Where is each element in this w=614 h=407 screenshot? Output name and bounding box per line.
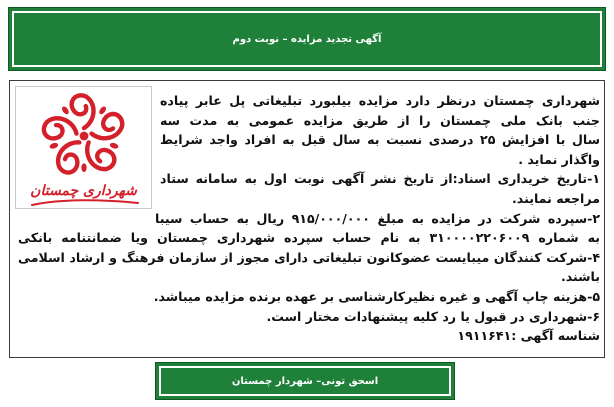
intro-line-1: شهرداری چمستان درنظر دارد مزایده بیلبورد تبلیغاتی پل عابر پیاده — [160, 93, 600, 108]
logo-leaf — [109, 142, 119, 150]
header-banner — [8, 7, 606, 71]
logo-leaf — [49, 142, 59, 150]
clause-1-line-1: ۱-تاریخ خریداری اسناد:از تاریخ نشر آگهی نوبت اول به سامانه ستاد — [160, 171, 600, 187]
ad-id-line: شناسه آگهی :۱۹۱۱۶۴۱ — [457, 328, 600, 344]
intro-line-3: سال با افزایش ۲۵ درصدی نسبت به سال قبل به افراد واجد شرایط — [160, 132, 600, 148]
clause-5-line: ۵-هزینه چاپ آگهی و غیره نظیرکارشناسی بر عهده برنده مزایده میباشد. — [153, 289, 600, 304]
footer-banner — [155, 362, 455, 400]
logo-leaf — [98, 105, 107, 115]
intro-line-4: واگذار نماید . — [518, 151, 600, 167]
clause-4-line-2: باشند. — [560, 269, 600, 285]
municipality-logo — [15, 86, 152, 209]
intro-line-2: جنب بانک ملی چمستان را از طریق مزایده عمومی به مدت سه — [160, 112, 600, 128]
logo-center — [80, 132, 89, 141]
clause-2-line-2: به شماره ۳۱۰۰۰۰۲۲۰۶۰۰۹ به نام حساب سپرده شهرداری چمستان ویا ضمانتنامه بانکی — [18, 230, 600, 246]
flower-emblem-icon — [20, 89, 148, 183]
mayor-signature: اسحق تونی– شهردار چمستان — [231, 375, 379, 387]
clause-6-line: ۶-شهرداری در قبول یا رد کلیه پیشنهادات مختار است. — [266, 308, 600, 324]
clause-2-line-1: ۲-سپرده شرکت در مزایده به مبلغ ۹۱۵/۰۰۰/۰۰۰ ریال به حساب سیبا — [155, 210, 601, 226]
ad-title: آگهی تجدید مزایده – نوبت دوم — [232, 33, 382, 45]
logo-swoosh — [30, 199, 140, 207]
logo-petal — [72, 95, 94, 128]
clause-1-line-2: مراجعه نمایند. — [512, 191, 600, 206]
logo-leaf — [61, 105, 70, 115]
logo-leaf — [81, 163, 86, 172]
clause-4-line-1: ۴-شرکت کنندگان میبایست عضوکانون تبلیغاتی دارای مجوز از سازمان فرهنگ و ارشاد اسلامی — [18, 249, 600, 265]
logo-caption: شهرداری چمستان — [30, 183, 137, 199]
